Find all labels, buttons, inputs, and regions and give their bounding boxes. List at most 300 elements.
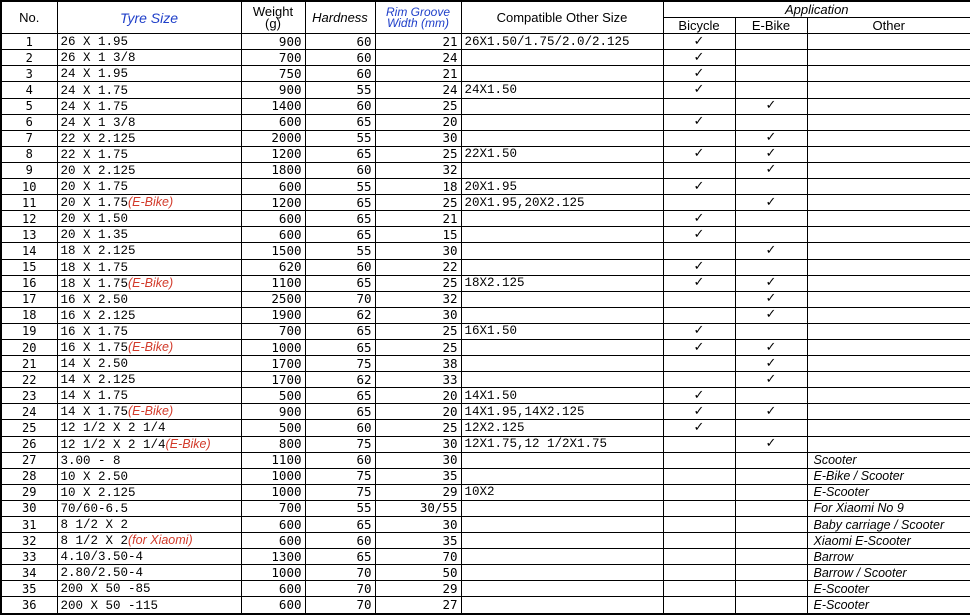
table-row <box>1 356 970 372</box>
row-compatible <box>461 211 663 227</box>
row-compatible <box>461 243 663 259</box>
row-tyre-size <box>57 468 241 484</box>
row-other <box>807 114 970 130</box>
row-rim-groove: 30/55 <box>375 500 461 516</box>
tyre-size-note: (E-Bike) <box>128 275 174 290</box>
row-ebike <box>735 484 807 500</box>
row-hardness: 75 <box>305 356 375 372</box>
row-rim-groove: 70 <box>375 549 461 565</box>
row-rim-groove: 32 <box>375 291 461 307</box>
row-compatible: 20X1.95,20X2.125 <box>461 195 663 211</box>
row-ebike: ✓ <box>735 404 807 420</box>
row-bicycle: ✓ <box>663 420 735 436</box>
row-no: 27 <box>1 452 57 468</box>
row-no: 32 <box>1 533 57 549</box>
row-rim-groove: 30 <box>375 517 461 533</box>
row-rim-groove: 29 <box>375 484 461 500</box>
table-row <box>1 259 970 275</box>
row-bicycle <box>663 291 735 307</box>
row-rim-groove: 21 <box>375 211 461 227</box>
row-tyre-size <box>57 436 241 452</box>
row-weight: 600 <box>241 581 305 597</box>
row-weight: 1100 <box>241 275 305 291</box>
row-other <box>807 195 970 211</box>
row-bicycle: ✓ <box>663 211 735 227</box>
row-hardness: 65 <box>305 275 375 291</box>
row-other: Scooter <box>807 452 970 468</box>
row-other <box>807 146 970 162</box>
table-row <box>1 146 970 162</box>
row-rim-groove: 24 <box>375 82 461 98</box>
row-rim-groove: 20 <box>375 114 461 130</box>
table-row <box>1 372 970 388</box>
row-tyre-size <box>57 452 241 468</box>
row-no: 34 <box>1 565 57 581</box>
row-hardness: 55 <box>305 130 375 146</box>
row-other: E-Scooter <box>807 581 970 597</box>
row-no: 33 <box>1 549 57 565</box>
row-compatible <box>461 372 663 388</box>
row-ebike: ✓ <box>735 243 807 259</box>
row-rim-groove: 18 <box>375 179 461 195</box>
tyre-size-note: (E-Bike) <box>165 436 211 451</box>
tyre-size-text: 70/60-6.5 <box>60 501 129 516</box>
table-row <box>1 162 970 178</box>
row-other <box>807 291 970 307</box>
row-other <box>807 50 970 66</box>
table-row <box>1 339 970 355</box>
tyre-size-text: 24 X 1 3/8 <box>60 115 136 130</box>
row-tyre-size <box>57 114 241 130</box>
row-rim-groove: 35 <box>375 468 461 484</box>
row-hardness: 65 <box>305 195 375 211</box>
row-no: 4 <box>1 82 57 98</box>
table-row <box>1 500 970 516</box>
row-tyre-size <box>57 275 241 291</box>
row-weight: 600 <box>241 597 305 614</box>
row-ebike <box>735 388 807 404</box>
row-other <box>807 227 970 243</box>
row-hardness: 75 <box>305 468 375 484</box>
row-compatible: 16X1.50 <box>461 323 663 339</box>
row-tyre-size <box>57 82 241 98</box>
row-compatible <box>461 597 663 614</box>
row-hardness: 65 <box>305 388 375 404</box>
tyre-size-text: 16 X 2.50 <box>60 292 129 307</box>
row-weight: 1100 <box>241 452 305 468</box>
row-tyre-size <box>57 420 241 436</box>
row-other: For Xiaomi No 9 <box>807 500 970 516</box>
row-ebike <box>735 34 807 50</box>
tyre-size-note: (E-Bike) <box>128 404 174 419</box>
header-rim-groove <box>375 1 461 34</box>
row-rim-groove: 25 <box>375 98 461 114</box>
row-hardness: 62 <box>305 307 375 323</box>
row-rim-groove: 35 <box>375 533 461 549</box>
row-compatible: 20X1.95 <box>461 179 663 195</box>
row-compatible <box>461 227 663 243</box>
row-other: Barrow / Scooter <box>807 565 970 581</box>
row-compatible <box>461 98 663 114</box>
row-compatible <box>461 565 663 581</box>
row-hardness: 60 <box>305 533 375 549</box>
row-hardness: 60 <box>305 98 375 114</box>
table-row <box>1 549 970 565</box>
row-weight: 1000 <box>241 339 305 355</box>
row-compatible <box>461 356 663 372</box>
row-other <box>807 243 970 259</box>
row-no: 35 <box>1 581 57 597</box>
row-tyre-size <box>57 227 241 243</box>
table-row <box>1 533 970 549</box>
row-hardness: 60 <box>305 259 375 275</box>
row-tyre-size <box>57 323 241 339</box>
row-tyre-size <box>57 66 241 82</box>
table-body <box>1 34 970 614</box>
row-tyre-size <box>57 533 241 549</box>
row-compatible: 18X2.125 <box>461 275 663 291</box>
table-row <box>1 307 970 323</box>
row-weight: 700 <box>241 500 305 516</box>
row-compatible <box>461 130 663 146</box>
row-hardness: 60 <box>305 452 375 468</box>
tyre-size-note: (E-Bike) <box>128 195 174 210</box>
row-bicycle <box>663 597 735 614</box>
row-tyre-size <box>57 34 241 50</box>
row-hardness: 55 <box>305 243 375 259</box>
table-row <box>1 114 970 130</box>
row-weight: 600 <box>241 211 305 227</box>
row-hardness: 65 <box>305 404 375 420</box>
table-row <box>1 130 970 146</box>
row-no: 10 <box>1 179 57 195</box>
row-ebike <box>735 323 807 339</box>
tyre-size-text: 20 X 1.75 <box>60 196 129 211</box>
row-weight: 1500 <box>241 243 305 259</box>
row-bicycle <box>663 565 735 581</box>
row-rim-groove: 25 <box>375 323 461 339</box>
row-rim-groove: 25 <box>375 420 461 436</box>
row-rim-groove: 30 <box>375 307 461 323</box>
row-no: 5 <box>1 98 57 114</box>
row-ebike <box>735 597 807 614</box>
row-no: 11 <box>1 195 57 211</box>
row-weight: 600 <box>241 227 305 243</box>
row-weight: 800 <box>241 436 305 452</box>
row-bicycle <box>663 500 735 516</box>
row-rim-groove: 32 <box>375 162 461 178</box>
header-compatible: Compatible Other Size <box>461 1 663 34</box>
header-rim-groove-line2: Width (mm) <box>387 15 449 30</box>
header-tyre-size: Tyre Size <box>57 1 241 34</box>
row-no: 2 <box>1 50 57 66</box>
row-bicycle <box>663 468 735 484</box>
row-other: E-Scooter <box>807 484 970 500</box>
tyre-size-text: 18 X 2.125 <box>60 244 136 259</box>
tyre-size-text: 20 X 1.75 <box>60 180 129 195</box>
row-rim-groove: 30 <box>375 452 461 468</box>
row-compatible <box>461 339 663 355</box>
table-row <box>1 565 970 581</box>
row-tyre-size <box>57 517 241 533</box>
row-compatible <box>461 533 663 549</box>
row-rim-groove: 25 <box>375 146 461 162</box>
row-hardness: 65 <box>305 211 375 227</box>
row-weight: 700 <box>241 50 305 66</box>
row-weight: 1000 <box>241 484 305 500</box>
row-other <box>807 307 970 323</box>
table-row <box>1 452 970 468</box>
row-ebike <box>735 179 807 195</box>
table-row <box>1 50 970 66</box>
tyre-size-text: 8 1/2 X 2 <box>60 518 129 533</box>
row-compatible: 14X1.95,14X2.125 <box>461 404 663 420</box>
row-ebike <box>735 82 807 98</box>
row-ebike: ✓ <box>735 291 807 307</box>
row-compatible: 26X1.50/1.75/2.0/2.125 <box>461 34 663 50</box>
row-tyre-size <box>57 356 241 372</box>
row-rim-groove: 25 <box>375 275 461 291</box>
row-no: 21 <box>1 356 57 372</box>
row-other <box>807 388 970 404</box>
row-bicycle: ✓ <box>663 179 735 195</box>
row-other <box>807 82 970 98</box>
tyre-size-text: 14 X 1.75 <box>60 389 129 404</box>
row-weight: 1900 <box>241 307 305 323</box>
tyre-size-text: 18 X 1.75 <box>60 260 129 275</box>
tyre-size-text: 12 1/2 X 2 1/4 <box>60 421 166 436</box>
row-no: 18 <box>1 307 57 323</box>
row-weight: 600 <box>241 517 305 533</box>
row-weight: 1300 <box>241 549 305 565</box>
row-weight: 700 <box>241 323 305 339</box>
table-row <box>1 66 970 82</box>
row-other: E-Bike / Scooter <box>807 468 970 484</box>
row-compatible <box>461 66 663 82</box>
table-row <box>1 468 970 484</box>
row-rim-groove: 24 <box>375 50 461 66</box>
row-hardness: 60 <box>305 34 375 50</box>
row-no: 17 <box>1 291 57 307</box>
row-weight: 2500 <box>241 291 305 307</box>
row-hardness: 70 <box>305 565 375 581</box>
row-other <box>807 275 970 291</box>
tyre-size-text: 22 X 1.75 <box>60 147 129 162</box>
row-tyre-size <box>57 130 241 146</box>
row-bicycle <box>663 484 735 500</box>
row-no: 16 <box>1 275 57 291</box>
row-rim-groove: 29 <box>375 581 461 597</box>
row-bicycle <box>663 533 735 549</box>
row-compatible <box>461 517 663 533</box>
table-row <box>1 34 970 50</box>
row-other: Barrow <box>807 549 970 565</box>
table-row <box>1 323 970 339</box>
row-bicycle <box>663 452 735 468</box>
row-bicycle: ✓ <box>663 114 735 130</box>
row-ebike: ✓ <box>735 356 807 372</box>
row-hardness: 75 <box>305 484 375 500</box>
row-compatible <box>461 500 663 516</box>
row-weight: 500 <box>241 420 305 436</box>
row-other <box>807 34 970 50</box>
row-no: 19 <box>1 323 57 339</box>
header-bicycle: Bicycle <box>663 18 735 34</box>
table-row <box>1 388 970 404</box>
row-compatible <box>461 307 663 323</box>
row-weight: 600 <box>241 114 305 130</box>
row-bicycle <box>663 162 735 178</box>
row-ebike <box>735 533 807 549</box>
row-tyre-size <box>57 307 241 323</box>
table-row <box>1 484 970 500</box>
row-hardness: 70 <box>305 597 375 614</box>
row-hardness: 65 <box>305 339 375 355</box>
row-compatible <box>461 452 663 468</box>
header-other: Other <box>807 18 970 34</box>
row-hardness: 65 <box>305 323 375 339</box>
row-compatible <box>461 259 663 275</box>
row-other <box>807 356 970 372</box>
row-other <box>807 98 970 114</box>
row-no: 31 <box>1 517 57 533</box>
tyre-size-text: 200 X 50 -85 <box>60 582 151 597</box>
table-row <box>1 517 970 533</box>
row-ebike: ✓ <box>735 130 807 146</box>
table-row <box>1 420 970 436</box>
row-hardness: 65 <box>305 114 375 130</box>
row-hardness: 55 <box>305 82 375 98</box>
row-hardness: 70 <box>305 291 375 307</box>
row-bicycle: ✓ <box>663 323 735 339</box>
row-other <box>807 404 970 420</box>
row-tyre-size <box>57 565 241 581</box>
row-tyre-size <box>57 549 241 565</box>
row-weight: 1000 <box>241 468 305 484</box>
row-ebike <box>735 259 807 275</box>
row-tyre-size <box>57 98 241 114</box>
header-hardness: Hardness <box>305 1 375 34</box>
row-tyre-size <box>57 291 241 307</box>
row-compatible <box>461 549 663 565</box>
tyre-size-text: 26 X 1 3/8 <box>60 51 136 66</box>
row-bicycle <box>663 517 735 533</box>
row-bicycle <box>663 130 735 146</box>
row-other <box>807 339 970 355</box>
row-bicycle <box>663 195 735 211</box>
row-tyre-size <box>57 146 241 162</box>
tyre-size-text: 26 X 1.95 <box>60 35 129 50</box>
row-ebike: ✓ <box>735 339 807 355</box>
header-weight-unit: (g) <box>265 15 281 31</box>
row-no: 9 <box>1 162 57 178</box>
tyre-size-text: 24 X 1.75 <box>60 83 129 98</box>
row-tyre-size <box>57 339 241 355</box>
table-row <box>1 82 970 98</box>
row-ebike: ✓ <box>735 307 807 323</box>
row-compatible <box>461 581 663 597</box>
tyre-size-text: 200 X 50 -115 <box>60 598 159 613</box>
row-other <box>807 162 970 178</box>
row-no: 8 <box>1 146 57 162</box>
table-row <box>1 291 970 307</box>
table-row <box>1 211 970 227</box>
row-bicycle: ✓ <box>663 66 735 82</box>
tyre-size-text: 4.10/3.50-4 <box>60 550 144 565</box>
row-other <box>807 436 970 452</box>
row-ebike <box>735 50 807 66</box>
tyre-size-text: 2.80/2.50-4 <box>60 566 144 581</box>
row-no: 36 <box>1 597 57 614</box>
row-tyre-size <box>57 50 241 66</box>
row-tyre-size <box>57 211 241 227</box>
row-no: 26 <box>1 436 57 452</box>
row-no: 29 <box>1 484 57 500</box>
row-rim-groove: 38 <box>375 356 461 372</box>
row-hardness: 60 <box>305 66 375 82</box>
row-compatible: 10X2 <box>461 484 663 500</box>
row-bicycle <box>663 581 735 597</box>
row-ebike: ✓ <box>735 372 807 388</box>
row-ebike <box>735 468 807 484</box>
row-hardness: 75 <box>305 436 375 452</box>
row-ebike <box>735 581 807 597</box>
tyre-size-text: 22 X 2.125 <box>60 131 136 146</box>
row-bicycle <box>663 436 735 452</box>
tyre-size-text: 20 X 1.50 <box>60 212 129 227</box>
row-ebike: ✓ <box>735 195 807 211</box>
tyre-size-text: 14 X 2.50 <box>60 357 129 372</box>
row-weight: 1700 <box>241 356 305 372</box>
row-tyre-size <box>57 372 241 388</box>
row-compatible: 22X1.50 <box>461 146 663 162</box>
row-bicycle: ✓ <box>663 404 735 420</box>
row-tyre-size <box>57 179 241 195</box>
row-rim-groove: 30 <box>375 243 461 259</box>
row-compatible: 12X1.75,12 1/2X1.75 <box>461 436 663 452</box>
row-rim-groove: 20 <box>375 388 461 404</box>
row-ebike: ✓ <box>735 436 807 452</box>
row-weight: 900 <box>241 404 305 420</box>
row-bicycle: ✓ <box>663 146 735 162</box>
row-ebike: ✓ <box>735 146 807 162</box>
row-compatible <box>461 50 663 66</box>
row-weight: 1000 <box>241 565 305 581</box>
row-bicycle: ✓ <box>663 275 735 291</box>
row-weight: 1200 <box>241 195 305 211</box>
row-weight: 1400 <box>241 98 305 114</box>
row-other <box>807 179 970 195</box>
row-tyre-size <box>57 597 241 614</box>
row-hardness: 65 <box>305 146 375 162</box>
row-hardness: 65 <box>305 549 375 565</box>
row-tyre-size <box>57 195 241 211</box>
row-tyre-size <box>57 388 241 404</box>
row-no: 20 <box>1 339 57 355</box>
row-no: 1 <box>1 34 57 50</box>
row-tyre-size <box>57 259 241 275</box>
tyre-size-text: 12 1/2 X 2 1/4 <box>60 437 166 452</box>
row-no: 22 <box>1 372 57 388</box>
tyre-size-text: 8 1/2 X 2 <box>60 534 129 549</box>
header-no: No. <box>1 1 57 34</box>
row-bicycle: ✓ <box>663 227 735 243</box>
row-bicycle: ✓ <box>663 259 735 275</box>
row-no: 15 <box>1 259 57 275</box>
row-no: 12 <box>1 211 57 227</box>
tyre-size-text: 14 X 2.125 <box>60 373 136 388</box>
row-rim-groove: 20 <box>375 404 461 420</box>
